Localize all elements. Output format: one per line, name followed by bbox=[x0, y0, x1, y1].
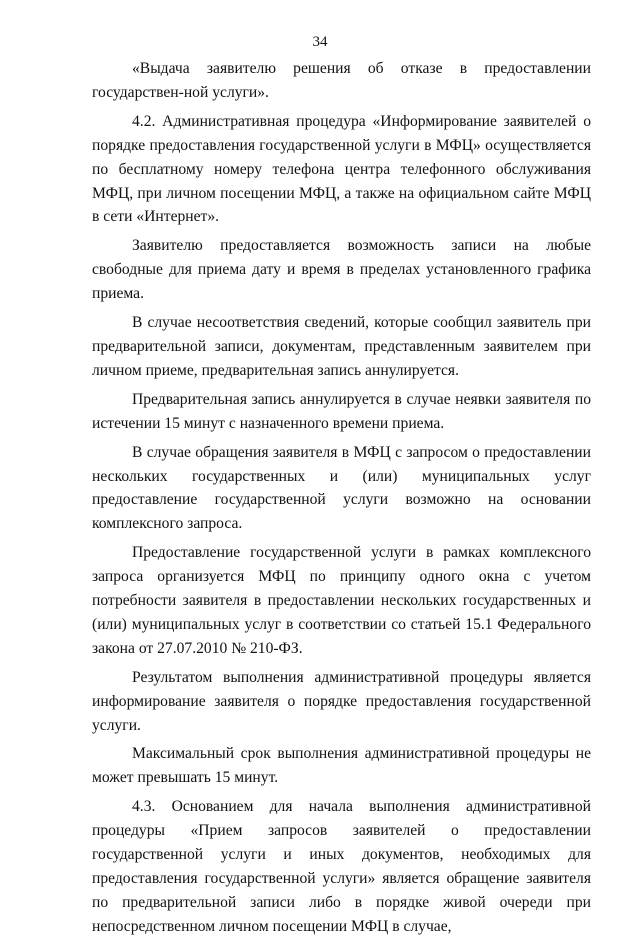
paragraph-10: 4.3. Основанием для начала выполнения административной процедуры «Прием запросов заявителей о предоставлении государственной услуги и иных документов, необходимых для предоставления государственной услуги» является обращение заявителя по предварительной записи либо в порядке живой очереди при непосредственном личном посещении МФЦ в случае, bbox=[92, 798, 591, 935]
paragraph-9: Максимальный срок выполнения административной процедуры не может превышать 15 минут. bbox=[92, 745, 591, 787]
paragraph-3: Заявителю предоставляется возможность записи на любые свободные для приема дату и время в пределах установленного графика приема. bbox=[92, 237, 591, 303]
paragraph-2: 4.2. Административная процедура «Информирование заявителей о порядке предоставления государственной услуги в МФЦ» осуществляется по бесплатному номеру телефона центра телефонного обслуживания МФЦ, при личном посещении МФЦ, а также на официальном сайте МФЦ в сети «Интернет». bbox=[92, 112, 591, 226]
page-number: 34 bbox=[312, 34, 328, 50]
paragraph-1: «Выдача заявителю решения об отказе в предоставлении государствен-ной услуги». bbox=[92, 60, 591, 101]
paragraph-4: В случае несоответствия сведений, которые сообщил заявитель при предварительной записи, документам, представленным заявителем при личном приеме, предварительная запись аннулируется. bbox=[92, 314, 591, 379]
paragraph-8: Результатом выполнения административной процедуры является информирование заявителя о порядке предоставления государственной услуги. bbox=[92, 668, 591, 734]
paragraph-6: В случае обращения заявителя в МФЦ с запросом о предоставлении нескольких государственных и (или) муниципальных услуг предоставление государственной услуги возможно на основании комплексного запроса. bbox=[92, 443, 591, 533]
paragraph-5: Предварительная запись аннулируется в случае неявки заявителя по истечении 15 минут с назначенного времени приема. bbox=[92, 390, 591, 432]
document-body bbox=[92, 57, 591, 939]
paragraph-7: Предоставление государственной услуги в рамках комплексного запроса организуется МФЦ по принципу одного окна с учетом потребности заявителя в предоставлении нескольких государственных и (или) муниципальных услуг в соответствии со статьей 15.1 Федерального закона от 27.07.2010 № 210-ФЗ. bbox=[92, 544, 591, 657]
